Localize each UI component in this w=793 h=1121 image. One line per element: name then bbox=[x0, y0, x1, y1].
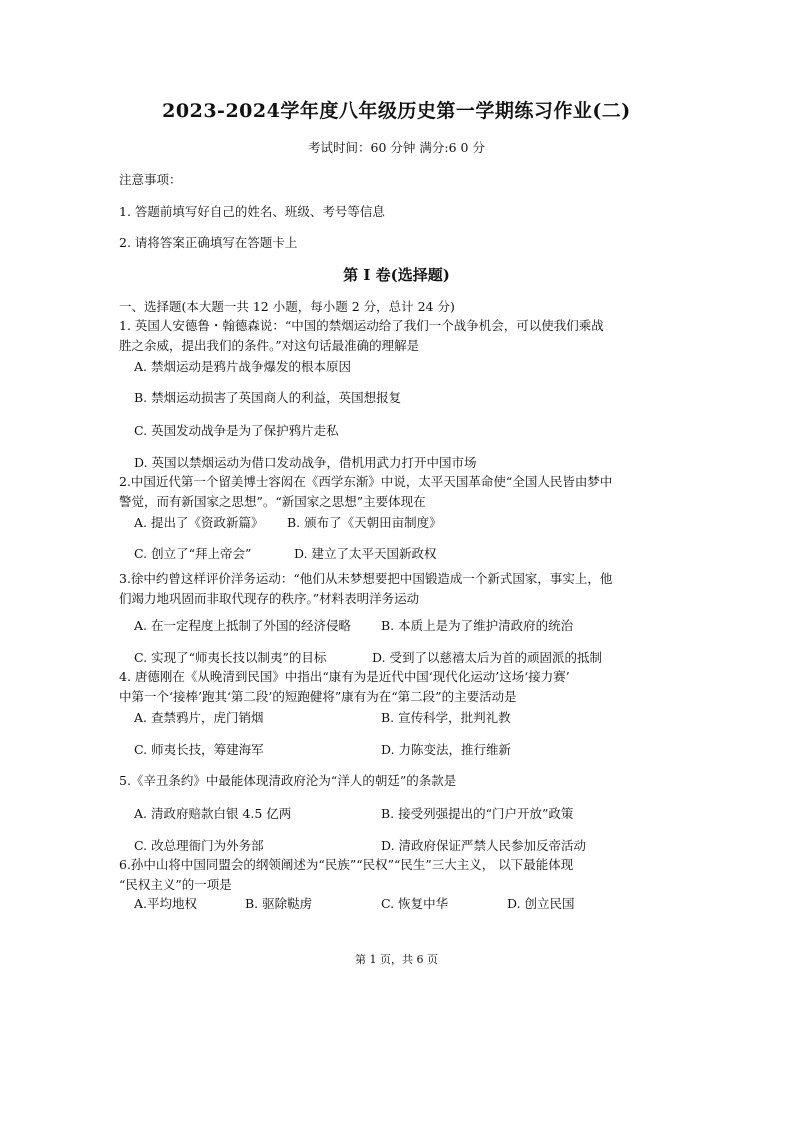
question-4-option-a: A. 查禁鸦片，虎门销烟 bbox=[134, 710, 264, 725]
question-6-option-a: A.平均地权 bbox=[134, 896, 198, 911]
part-heading: 一、选择题(本大题一共 12 小题，每小题 2 分，总计 24 分) bbox=[119, 299, 455, 314]
question-4-option-b: B. 宣传科学，批判礼教 bbox=[381, 710, 511, 725]
question-1-option-c: C. 英国发动战争是为了保护鸦片走私 bbox=[134, 423, 339, 438]
question-1-stem: 胜之余威，提出我们的条件。”对这句话最准确的理解是 bbox=[119, 338, 420, 353]
question-5-option-c: C. 改总理衙门为外务部 bbox=[134, 838, 264, 853]
note-item: 1. 答题前填写好自己的姓名、班级、考号等信息 bbox=[119, 204, 385, 219]
question-4-option-c: C. 师夷长技，筹建海军 bbox=[134, 742, 264, 757]
question-5-stem: 5.《辛丑条约》中最能体现清政府沦为“洋人的朝廷”的条款是 bbox=[119, 773, 457, 788]
question-1-stem: 1. 英国人安德鲁・翰德森说：“中国的禁烟运动给了我们一个战争机会，可以使我们乘战 bbox=[119, 318, 604, 333]
note-item: 2. 请将答案正确填写在答题卡上 bbox=[119, 235, 298, 250]
question-2-option-c: C. 创立了“拜上帝会” bbox=[134, 546, 252, 561]
question-1-option-d: D. 英国以禁烟运动为借口发动战争，借机用武力打开中国市场 bbox=[134, 455, 477, 470]
question-3-option-b: B. 本质上是为了维护清政府的统治 bbox=[381, 618, 574, 633]
page-footer: 第 1 页，共 6 页 bbox=[355, 953, 438, 966]
question-3-stem: 们竭力地巩固而非取代现存的秩序。”材料表明洋务运动 bbox=[119, 591, 420, 606]
exam-info: 考试时间：60 分钟 满分:6 0 分 bbox=[308, 140, 485, 155]
page-title: 2023-2024学年度八年级历史第一学期练习作业(二) bbox=[162, 100, 631, 122]
question-1-option-a: A. 禁烟运动是鸦片战争爆发的根本原因 bbox=[134, 359, 351, 374]
section-title: 第 Ⅰ 卷(选择题) bbox=[343, 266, 450, 284]
question-5-option-d: D. 清政府保证严禁人民参加反帝活动 bbox=[381, 838, 587, 853]
question-4-stem: 中第一个‘接棒’跑其‘第二段’的短跑健将”康有为在“第二段”的主要活动是 bbox=[119, 689, 517, 704]
question-6-option-c: C. 恢复中华 bbox=[381, 896, 449, 911]
notes-heading: 注意事项： bbox=[119, 172, 182, 187]
question-3-option-a: A. 在一定程度上抵制了外国的经济侵略 bbox=[134, 618, 351, 633]
question-2-option-b: B. 颁布了《天朝田亩制度》 bbox=[287, 515, 442, 530]
question-3-option-c: C. 实现了“师夷长技以制夷”的目标 bbox=[134, 650, 327, 665]
question-6-stem: 6.孙中山将中国同盟会的纲领阐述为“民族”“民权”“民生”三大主义， 以下最能体现 bbox=[119, 857, 574, 872]
question-4-stem: 4. 唐德刚在《从晚清到民国》中指出“康有为是近代中国‘现代化运动’这场‘接力赛’ bbox=[119, 669, 570, 684]
question-2-option-d: D. 建立了太平天国新政权 bbox=[294, 546, 437, 561]
question-3-stem: 3.徐中约曾这样评价洋务运动：“他们从未梦想要把中国锻造成一个新式国家，事实上，他 bbox=[119, 571, 613, 586]
question-2-option-a: A. 提出了《资政新篇》 bbox=[134, 515, 264, 530]
question-5-option-b: B. 接受列强提出的“门户开放”政策 bbox=[381, 806, 574, 821]
question-2-stem: 警觉，而有新国家之思想”。“新国家之思想”主要体现在 bbox=[119, 494, 426, 509]
question-1-option-b: B. 禁烟运动损害了英国商人的利益，英国想报复 bbox=[134, 390, 402, 405]
question-4-option-d: D. 力陈变法，推行维新 bbox=[381, 742, 512, 757]
question-6-stem: “民权主义”的一项是 bbox=[119, 877, 232, 892]
question-3-option-d: D. 受到了以慈禧太后为首的顽固派的抵制 bbox=[372, 650, 603, 665]
question-5-option-a: A. 清政府赔款白银 4.5 亿两 bbox=[134, 806, 292, 821]
question-2-stem: 2.中国近代第一个留美博士容闳在《西学东渐》中说，太平天国革命使“全国人民皆由梦中 bbox=[119, 474, 613, 489]
question-6-option-b: B. 驱除鞑虏 bbox=[245, 896, 313, 911]
question-6-option-d: D. 创立民国 bbox=[507, 896, 575, 911]
